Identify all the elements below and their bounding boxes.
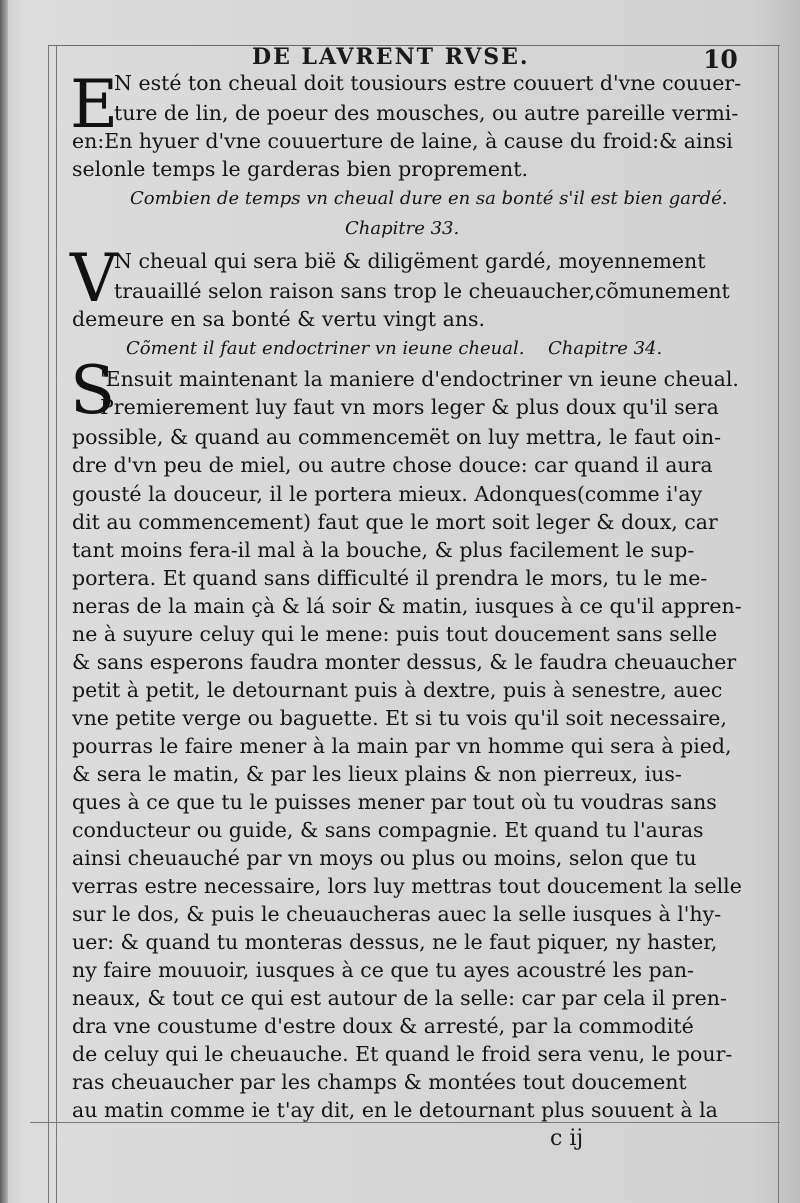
text-line: tant moins fera-il mal à la bouche, & plus facilement le sup- xyxy=(72,538,695,562)
text-line: neras de la main çà & lá soir & matin, iusques à ce qu'il appren- xyxy=(72,594,742,618)
drop-cap: V xyxy=(70,240,118,317)
text-line: au matin comme ie t'ay dit, en le detournant plus souuent à la xyxy=(72,1098,718,1122)
drop-cap: E xyxy=(70,66,119,143)
text-line: possible, & quand au commencemët on luy mettra, le faut oin- xyxy=(72,425,721,449)
text-line: neaux, & tout ce qui est autour de la selle: car par cela il pren- xyxy=(72,986,727,1010)
text-line: 'Ensuit maintenant la maniere d'endoctriner vn ieune cheual. xyxy=(100,367,739,391)
text-line: pourras le faire mener à la main par vn homme qui sera à pied, xyxy=(72,734,732,758)
chapter-label: Chapitre 33. xyxy=(345,218,460,239)
text-line: dre d'vn peu de miel, ou autre chose douce: car quand il aura xyxy=(72,453,713,477)
folio: 10 xyxy=(703,45,738,74)
text-line: sur le dos, & puis le cheuaucheras auec la selle iusques à l'hy- xyxy=(72,902,722,926)
text-line: ny faire mouuoir, iusques à ce que tu ayes acoustré les pan- xyxy=(72,958,694,982)
chapter-title: Cõment il faut endoctriner vn ieune cheual. xyxy=(126,338,525,359)
text-line: petit à petit, le detournant puis à dextre, puis à senestre, auec xyxy=(72,678,723,702)
text-line: uer: & quand tu monteras dessus, ne le faut piquer, ny haster, xyxy=(72,930,718,954)
chapter-label: Chapitre 34. xyxy=(548,338,663,359)
signature-mark: c ij xyxy=(550,1126,584,1151)
text-line: de celuy qui le cheuauche. Et quand le froid sera venu, le pour- xyxy=(72,1042,733,1066)
text-line: gousté la douceur, il le portera mieux. Adonques(comme i'ay xyxy=(72,482,703,506)
text-line: dra vne coustume d'estre doux & arresté, par la commodité xyxy=(72,1014,694,1038)
text-line: dit au commencement) faut que le mort soit leger & doux, car xyxy=(72,510,718,534)
left-margin-rule xyxy=(48,45,49,1203)
drop-cap: S xyxy=(70,352,116,429)
chapter-title: Combien de temps vn cheual dure en sa bonté s'il est bien gardé. xyxy=(130,188,728,209)
text-line: trauaillé selon raison sans trop le cheuaucher,cõmunement xyxy=(114,279,730,303)
text-line: & sera le matin, & par les lieux plains & non pierreux, ius- xyxy=(72,762,682,786)
right-margin-rule xyxy=(778,45,779,1203)
text-line: ture de lin, de poeur des mousches, ou autre pareille vermi- xyxy=(114,101,739,125)
text-line: en:En hyuer d'vne couuerture de laine, à cause du froid:& ainsi xyxy=(72,129,733,153)
text-line: ras cheuaucher par les champs & montées tout doucement xyxy=(72,1070,687,1094)
text-line: demeure en sa bonté & vertu vingt ans. xyxy=(72,307,486,331)
text-line: N esté ton cheual doit tousiours estre couuert d'vne couuer- xyxy=(114,71,742,95)
text-line: verras estre necessaire, lors luy mettras tout doucement la selle xyxy=(72,874,742,898)
text-line: & sans esperons faudra monter dessus, & le faudra cheuaucher xyxy=(72,650,737,674)
text-line: Premierement luy faut vn mors leger & plus doux qu'il sera xyxy=(100,395,719,419)
text-line: portera. Et quand sans difficulté il prendra le mors, tu le me- xyxy=(72,566,708,590)
text-line: conducteur ou guide, & sans compagnie. Et quand tu l'auras xyxy=(72,818,704,842)
page-gutter-shadow xyxy=(0,0,8,1203)
left-margin-rule-inner xyxy=(56,45,57,1203)
text-line: N cheual qui sera bië & diligëment gardé, moyennement xyxy=(114,249,706,273)
text-line: selonle temps le garderas bien proprement. xyxy=(72,157,528,181)
text-line: ne à suyure celuy qui le mene: puis tout doucement sans selle xyxy=(72,622,718,646)
running-head: DE LAVRENT RVSE. xyxy=(252,44,530,70)
text-line: ainsi cheuauché par vn moys ou plus ou moins, selon que tu xyxy=(72,846,697,870)
text-line: vne petite verge ou baguette. Et si tu vois qu'il soit necessaire, xyxy=(72,706,727,730)
text-line: ques à ce que tu le puisses mener par tout où tu voudras sans xyxy=(72,790,717,814)
